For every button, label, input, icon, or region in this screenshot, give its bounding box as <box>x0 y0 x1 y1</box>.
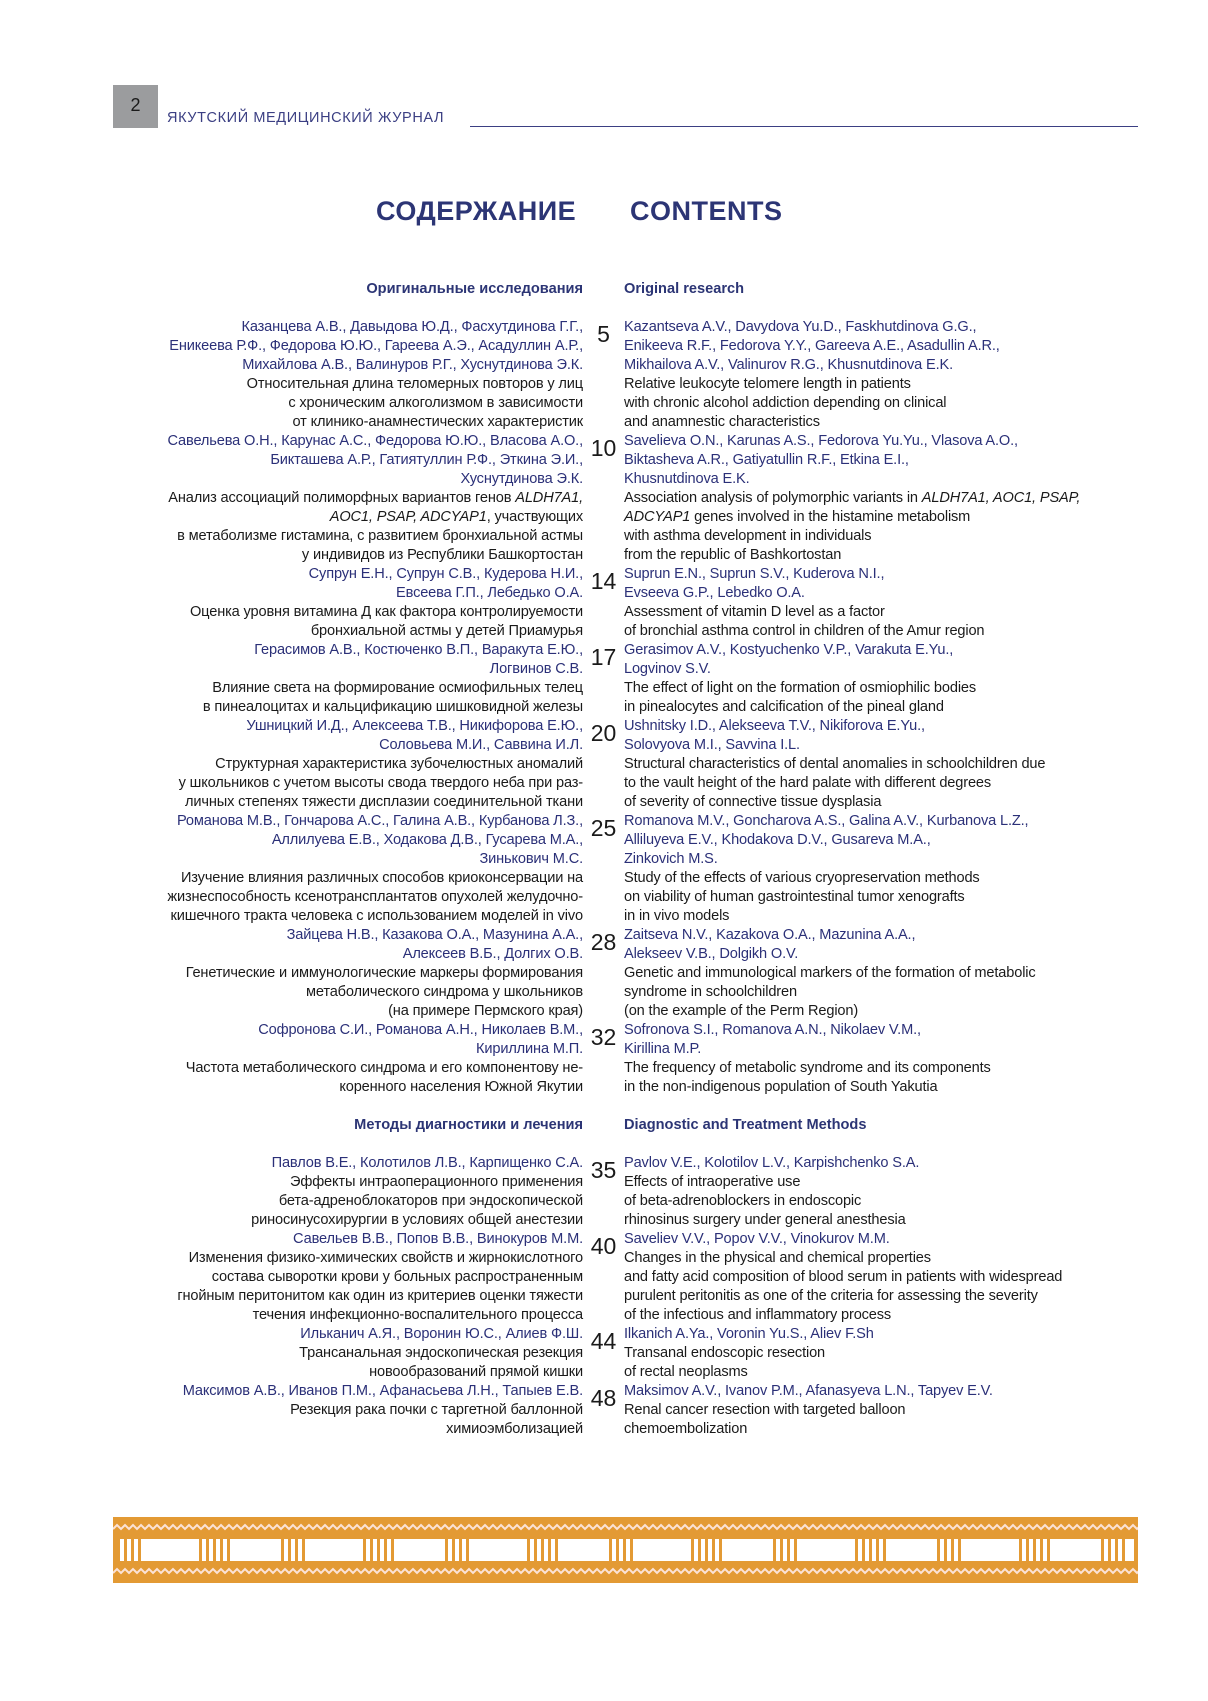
article-title-en[interactable]: The frequency of metabolic syndrome and its components <box>624 1060 991 1076</box>
author-line-ru[interactable]: Аллилуева Е.В., Ходакова Д.В., Гусарева М.А., <box>271 832 583 848</box>
entry-en <box>624 926 1153 1021</box>
article-title-ru[interactable]: Влияние света на формирование осмиофильных телец <box>212 680 583 696</box>
entry-ru <box>113 318 583 432</box>
ornament-bar <box>712 1539 715 1561</box>
ornament-bar <box>780 1539 783 1561</box>
article-title-en[interactable]: (on the example of the Perm Region) <box>624 1003 859 1019</box>
entry-en <box>624 565 1153 641</box>
entry-en <box>624 1021 1153 1097</box>
ornament-bar <box>452 1539 455 1561</box>
contents-title-en: CONTENTS <box>630 196 783 226</box>
ornament-bar <box>855 1539 858 1561</box>
toc-entry[interactable] <box>113 717 1153 812</box>
ornament-bar <box>787 1539 790 1561</box>
author-line-ru[interactable]: Алексеев В.Б., Долгих О.В. <box>402 946 583 962</box>
ornament-bar <box>459 1539 462 1561</box>
article-title-ru[interactable]: личных степенях тяжести дисплазии соединительной ткани <box>185 794 583 810</box>
article-title-ru[interactable]: риносинусохирургии в условиях общей анестезии <box>251 1212 583 1228</box>
ornament-bar <box>363 1539 366 1561</box>
ornament-bar <box>616 1539 619 1561</box>
author-line-en[interactable]: Romanova M.V., Goncharova A.S., Galina A.V., Kurbanova L.Z., <box>624 813 1029 829</box>
entry-ru <box>113 1382 583 1439</box>
article-title-en[interactable]: with asthma development in individuals <box>624 528 872 544</box>
ornament-bar <box>295 1539 298 1561</box>
article-title-en[interactable]: with chronic alcohol addiction depending on clinical <box>624 395 947 411</box>
article-title-en[interactable]: chemoembolization <box>624 1421 748 1437</box>
entry-page-number[interactable]: 40 <box>590 1233 617 1259</box>
article-title-en[interactable]: syndrome in schoolchildren <box>624 984 797 1000</box>
author-line-en[interactable]: Kirillina M.P. <box>624 1041 702 1057</box>
spacer <box>113 1097 1153 1116</box>
article-title-en[interactable]: Changes in the physical and chemical properties <box>624 1250 931 1266</box>
article-title-ru[interactable] <box>113 489 583 508</box>
entry-page-number[interactable]: 14 <box>590 568 617 594</box>
ornament-bar <box>1101 1539 1104 1561</box>
author-line-en[interactable]: Enikeeva R.F., Fedorova Y.Y., Gareeva A.E., Asadullin A.R., <box>624 338 1000 354</box>
ornament-bar <box>534 1539 537 1561</box>
entry-en <box>624 1382 1153 1439</box>
author-line-en[interactable]: Biktasheva A.R., Gatiyatullin R.F., Etkina E.I., <box>624 452 909 468</box>
entry-ru <box>113 1154 583 1230</box>
author-line-en[interactable]: Maksimov A.V., Ivanov P.M., Afanasyeva L.N., Tapyev E.V. <box>624 1383 993 1399</box>
article-title-ru[interactable]: Оценка уровня витамина Д как фактора контролируемости <box>189 604 583 620</box>
gene-name: ADCYAP1 <box>624 509 691 525</box>
article-title-ru[interactable]: Резекция рака почки с таргетной баллонной <box>290 1402 583 1418</box>
gutter <box>583 1116 624 1135</box>
section-heading-en: Original research <box>624 281 745 297</box>
entry-ru <box>113 1230 583 1325</box>
article-title-ru[interactable]: Генетические и иммунологические маркеры формирования <box>185 965 583 981</box>
ornament-bar <box>206 1539 209 1561</box>
article-title-en[interactable]: Structural characteristics of dental anomalies in schoolchildren due <box>624 756 1046 772</box>
section-heading-ru: Методы диагностики и лечения <box>354 1117 583 1133</box>
article-title-en[interactable]: from the republic of Bashkortostan <box>624 547 842 563</box>
article-title-ru[interactable]: Трансанальная эндоскопическая резекция <box>299 1345 583 1361</box>
author-line-ru[interactable]: Романова М.В., Гончарова А.С., Галина А.В., Курбанова Л.З., <box>176 813 583 829</box>
author-line-ru[interactable]: Ушницкий И.Д., Алексеева Т.В., Никифорова Е.Ю., <box>246 718 583 734</box>
ornament-bar <box>876 1539 879 1561</box>
article-title-en[interactable]: of rectal neoplasms <box>624 1364 748 1380</box>
entry-page-number[interactable]: 25 <box>590 815 617 841</box>
author-line-en[interactable]: Mikhailova A.V., Valinurov R.G., Khusnutdinova E.K. <box>624 357 953 373</box>
entry-page-number[interactable]: 32 <box>590 1024 617 1050</box>
ornament-bar <box>862 1539 865 1561</box>
author-line-ru[interactable]: Павлов В.Е., Колотилов Л.В., Карпищенко С.А. <box>271 1155 583 1171</box>
entry-ru <box>113 926 583 1021</box>
title-text: Association analysis of polymorphic variants in <box>624 490 922 506</box>
article-title-en[interactable]: Assessment of vitamin D level as a factor <box>624 604 885 620</box>
ornament-border <box>113 1517 1138 1583</box>
author-line-en[interactable]: Evseeva G.P., Lebedko O.A. <box>624 585 805 601</box>
author-line-en[interactable]: Alekseev V.B., Dolgikh O.V. <box>624 946 799 962</box>
article-title-en[interactable] <box>624 508 1153 527</box>
ornament-bar <box>213 1539 216 1561</box>
ornament-bar <box>220 1539 223 1561</box>
entry-ru <box>113 1021 583 1097</box>
page-number: 2 <box>113 85 158 128</box>
article-title-ru[interactable]: в метаболизме гистамина, с развитием бронхиальной астмы <box>177 528 583 544</box>
author-line-en[interactable]: Solovyova M.I., Savvina I.L. <box>624 737 800 753</box>
entry-page-number[interactable]: 20 <box>590 720 617 746</box>
entry-en <box>624 1230 1153 1325</box>
author-line-ru[interactable]: Ильканич А.Я., Воронин Ю.С., Алиев Ф.Ш. <box>300 1326 583 1342</box>
article-title-ru[interactable]: бета-адреноблокаторов при эндоскопической <box>278 1193 583 1209</box>
contents-title-ru: СОДЕРЖАНИЕ <box>376 196 577 226</box>
author-line-en[interactable]: Zinkovich M.S. <box>624 851 718 867</box>
author-line-ru[interactable]: Зинькович М.С. <box>479 851 583 867</box>
ornament-bar <box>691 1539 694 1561</box>
author-line-en[interactable]: Saveliev V.V., Popov V.V., Vinokurov M.M. <box>624 1231 890 1247</box>
ornament-bar <box>548 1539 551 1561</box>
article-title-en[interactable]: on viability of human gastrointestinal tumor xenografts <box>624 889 965 905</box>
author-line-ru[interactable]: Евсеева Г.П., Лебедько О.А. <box>396 585 583 601</box>
ornament-bar <box>227 1539 230 1561</box>
toc-entry[interactable] <box>113 812 1153 926</box>
author-line-ru[interactable]: Савельева О.Н., Карунас А.С., Федорова Ю.Ю., Власова А.О., <box>167 433 583 449</box>
section-heading-en: Diagnostic and Treatment Methods <box>624 1117 867 1133</box>
author-line-en[interactable]: Logvinov S.V. <box>624 661 711 677</box>
header-rule <box>470 126 1138 127</box>
author-line-en[interactable]: Gerasimov A.V., Kostyuchenko V.P., Varakuta E.Yu., <box>624 642 954 658</box>
ornament-bar <box>138 1539 141 1561</box>
entry-ru <box>113 1325 583 1382</box>
author-line-en[interactable]: Khusnutdinova E.K. <box>624 471 750 487</box>
section-heading-row <box>113 1116 1153 1135</box>
entry-ru <box>113 641 583 717</box>
article-title-en[interactable]: and anamnestic characteristics <box>624 414 820 430</box>
article-title-en[interactable]: and fatty acid composition of blood serum in patients with widespread <box>624 1269 1063 1285</box>
ornament-bar <box>377 1539 380 1561</box>
entry-page-number[interactable]: 48 <box>590 1385 617 1411</box>
article-title-ru[interactable]: (на примере Пермского края) <box>388 1003 583 1019</box>
ornament-bar <box>1122 1539 1125 1561</box>
title-text: genes involved in the histamine metabolism <box>690 509 971 525</box>
article-title-en[interactable]: in the non-indigenous population of South Yakutia <box>624 1079 938 1095</box>
author-line-ru[interactable]: Максимов А.В., Иванов П.М., Афанасьева Л.Н., Тапыев Е.В. <box>182 1383 583 1399</box>
author-line-ru[interactable]: Соловьева М.И., Саввина И.Л. <box>379 737 583 753</box>
ornament-bar <box>302 1539 305 1561</box>
entry-en <box>624 432 1153 565</box>
toc-entry[interactable] <box>113 318 1153 432</box>
entry-en <box>624 717 1153 812</box>
article-title-ru[interactable]: от клинико-анамнестических характеристик <box>292 414 583 430</box>
article-title-en[interactable]: Relative leukocyte telomere length in patients <box>624 376 911 392</box>
ornament-bar <box>1108 1539 1111 1561</box>
entry-page-number[interactable]: 28 <box>590 929 617 955</box>
author-line-en[interactable]: Ilkanich A.Ya., Voronin Yu.S., Aliev F.Sh <box>624 1326 874 1342</box>
author-line-ru[interactable]: Логвинов С.В. <box>489 661 583 677</box>
ornament-bar <box>883 1539 886 1561</box>
ornament-bar <box>384 1539 387 1561</box>
author-line-en[interactable]: Suprun E.N., Suprun S.V., Kuderova N.I., <box>624 566 885 582</box>
ornament-bar <box>117 1539 120 1561</box>
title-text: , участвующих <box>486 509 583 525</box>
ornament-bar <box>719 1539 722 1561</box>
article-title-ru[interactable]: Частота метаболического синдрома и его компонентову не- <box>185 1060 583 1076</box>
author-line-ru[interactable]: Зайцева Н.В., Казакова О.А., Мазунина А.А., <box>286 927 583 943</box>
gene-name: ALDH7A1, <box>515 490 583 506</box>
entry-page-number[interactable]: 17 <box>590 644 617 670</box>
toc-entry[interactable] <box>113 1230 1153 1325</box>
toc-entry[interactable] <box>113 1021 1153 1097</box>
article-title-ru[interactable]: коренного населения Южной Якутии <box>339 1079 583 1095</box>
toc-entry[interactable] <box>113 926 1153 1021</box>
article-title-en[interactable]: Genetic and immunological markers of the formation of metabolic <box>624 965 1036 981</box>
article-title-ru[interactable]: кишечного тракта человека с использованием моделей in vivo <box>170 908 583 924</box>
entry-page-number[interactable]: 10 <box>590 435 617 461</box>
article-title-ru[interactable]: состава сыворотки крови у больных распространенным <box>211 1269 583 1285</box>
article-title-ru[interactable]: Структурная характеристика зубочелюстных аномалий <box>215 756 583 772</box>
entry-page-number[interactable]: 5 <box>597 321 610 347</box>
author-line-ru[interactable]: Софронова С.И., Романова А.Н., Николаев В.М., <box>258 1022 583 1038</box>
ornament-bar <box>541 1539 544 1561</box>
author-line-ru[interactable]: Герасимов А.В., Костюченко В.П., Варакута Е.Ю., <box>254 642 583 658</box>
ornament-bar <box>958 1539 961 1561</box>
article-title-ru[interactable]: химиоэмболизацией <box>446 1421 583 1437</box>
entry-en <box>624 318 1153 432</box>
ornament-bar <box>555 1539 558 1561</box>
article-title-ru[interactable]: Относительная длина теломерных повторов у лиц <box>246 376 583 392</box>
author-line-ru[interactable]: Супрун Е.Н., Супрун С.В., Кудерова Н.И., <box>308 566 583 582</box>
author-line-en[interactable]: Alliluyeva E.V., Khodakova D.V., Gusareva M.A., <box>624 832 931 848</box>
ornament-bar <box>1047 1539 1050 1561</box>
article-title-ru[interactable] <box>113 508 583 527</box>
ornament-bar <box>124 1539 127 1561</box>
ornament-bar <box>1040 1539 1043 1561</box>
author-line-ru[interactable]: Савельев В.В., Попов В.В., Винокуров М.М. <box>293 1231 583 1247</box>
entry-ru <box>113 717 583 812</box>
article-title-en[interactable] <box>624 489 1153 508</box>
ornament-bar <box>794 1539 797 1561</box>
table-of-contents <box>113 280 1153 1439</box>
entry-ru <box>113 812 583 926</box>
section-heading-row <box>113 280 1153 299</box>
article-title-ru[interactable]: у индивидов из Республики Башкортостан <box>301 547 583 563</box>
ornament-bar <box>131 1539 134 1561</box>
section-heading-ru: Оригинальные исследования <box>366 281 583 297</box>
article-title-en[interactable]: Renal cancer resection with targeted balloon <box>624 1402 906 1418</box>
toc-entry[interactable] <box>113 432 1153 565</box>
article-title-en[interactable]: of severity of connective tissue dysplasia <box>624 794 882 810</box>
gene-name: ALDH7A1, AOC1, PSAP, <box>921 490 1081 506</box>
journal-title: ЯКУТСКИЙ МЕДИЦИНСКИЙ ЖУРНАЛ <box>167 110 445 126</box>
gene-name: AOC1, PSAP, ADCYAP1 <box>329 509 487 525</box>
ornament-bar <box>1019 1539 1022 1561</box>
ornament-bar <box>944 1539 947 1561</box>
author-line-en[interactable]: Zaitseva N.V., Kazakova O.A., Mazunina A.A., <box>624 927 916 943</box>
toc-entry[interactable] <box>113 1154 1153 1230</box>
author-line-en[interactable]: Pavlov V.E., Kolotilov L.V., Karpishchenko S.A. <box>624 1155 920 1171</box>
toc-entry[interactable] <box>113 641 1153 717</box>
author-line-en[interactable]: Kazantseva A.V., Davydova Yu.D., Faskhutdinova G.G., <box>624 319 977 335</box>
author-line-en[interactable]: Sofronova S.I., Romanova A.N., Nikolaev V.M., <box>624 1022 921 1038</box>
gutter <box>583 280 624 299</box>
ornament-bar <box>527 1539 530 1561</box>
entry-en <box>624 1325 1153 1382</box>
ornament-bar <box>1115 1539 1118 1561</box>
article-title-ru[interactable]: Изменения физико-химических свойств и жирнокислотного <box>188 1250 583 1266</box>
ornament-bar <box>869 1539 872 1561</box>
ornament-bar <box>937 1539 940 1561</box>
ornament-bar <box>445 1539 448 1561</box>
author-line-en[interactable]: Savelieva O.N., Karunas A.S., Fedorova Yu.Yu., Vlasova A.O., <box>624 433 1018 449</box>
article-title-ru[interactable]: метаболического синдрома у школьников <box>305 984 583 1000</box>
article-title-en[interactable]: in pinealocytes and calcification of the pineal gland <box>624 699 944 715</box>
entry-en <box>624 1154 1153 1230</box>
entry-page-number[interactable]: 35 <box>590 1157 617 1183</box>
entry-en <box>624 641 1153 717</box>
ornament-bar <box>281 1539 284 1561</box>
article-title-ru[interactable]: течения инфекционно-воспалительного процесса <box>252 1307 583 1323</box>
author-line-ru[interactable]: Бикташева А.Р., Гатиятуллин Р.Ф., Эткина Э.И., <box>270 452 583 468</box>
entry-en <box>624 812 1153 926</box>
article-title-en[interactable]: Effects of intraoperative use <box>624 1174 801 1190</box>
article-title-en[interactable]: Study of the effects of various cryopreservation methods <box>624 870 980 886</box>
article-title-ru[interactable]: у школьников с учетом высоты свода твердого неба при раз- <box>178 775 583 791</box>
article-title-en[interactable]: of the infectious and inflammatory process <box>624 1307 892 1323</box>
author-line-ru[interactable]: Казанцева А.В., Давыдова Ю.Д., Фасхутдинова Г.Г., <box>241 319 583 335</box>
ornament-bar <box>370 1539 373 1561</box>
spacer <box>113 299 1153 318</box>
ornament-bar <box>951 1539 954 1561</box>
author-line-ru[interactable]: Хуснутдинова Э.К. <box>460 471 583 487</box>
article-title-en[interactable]: to the vault height of the hard palate with different degrees <box>624 775 992 791</box>
article-title-en[interactable]: Transanal endoscopic resection <box>624 1345 826 1361</box>
entry-page-number[interactable]: 44 <box>590 1328 617 1354</box>
ornament-bar <box>773 1539 776 1561</box>
toc-entry[interactable] <box>113 565 1153 641</box>
spacer <box>113 1135 1153 1154</box>
ornament-bar <box>1033 1539 1036 1561</box>
entry-ru <box>113 432 583 565</box>
article-title-ru[interactable]: жизнеспособность ксенотрансплантатов опухолей желудочно- <box>167 889 583 905</box>
article-title-ru[interactable]: бронхиальной астмы у детей Приамурья <box>310 623 583 639</box>
article-title-ru[interactable]: новообразований прямой кишки <box>369 1364 583 1380</box>
article-title-en[interactable]: in in vivo models <box>624 908 730 924</box>
article-title-en[interactable]: rhinosinus surgery under general anesthesia <box>624 1212 906 1228</box>
article-title-en[interactable]: purulent peritonitis as one of the criteria for assessing the severity <box>624 1288 1038 1304</box>
ornament-bar <box>698 1539 701 1561</box>
ornament-bar <box>391 1539 394 1561</box>
article-title-en[interactable]: of beta-adrenoblockers in endoscopic <box>624 1193 862 1209</box>
article-title-ru[interactable]: с хроническим алкоголизмом в зависимости <box>288 395 583 411</box>
toc-entry[interactable] <box>113 1325 1153 1382</box>
article-title-ru[interactable]: Эффекты интраоперационного применения <box>290 1174 583 1190</box>
article-title-ru[interactable]: гнойным перитонитом как один из критериев оценки тяжести <box>177 1288 583 1304</box>
entry-ru <box>113 565 583 641</box>
author-line-ru[interactable]: Михайлова А.В., Валинуров Р.Г., Хуснутдинова Э.К. <box>242 357 583 373</box>
ornament-bar <box>288 1539 291 1561</box>
article-title-en[interactable]: The effect of light on the formation of osmiophilic bodies <box>624 680 977 696</box>
article-title-ru[interactable]: в пинеалоцитах и кальцификацию шишковидной железы <box>202 699 583 715</box>
article-title-en[interactable]: of bronchial asthma control in children of the Amur region <box>624 623 985 639</box>
author-line-ru[interactable]: Еникеева Р.Ф., Федорова Ю.Ю., Гареева А.Э., Асадуллин А.Р., <box>169 338 583 354</box>
article-title-ru[interactable]: Изучение влияния различных способов криоконсервации на <box>180 870 583 886</box>
title-text: Анализ ассоциаций полиморфных вариантов генов <box>168 490 516 506</box>
ornament-bar <box>609 1539 612 1561</box>
author-line-ru[interactable]: Кириллина М.П. <box>476 1041 583 1057</box>
ornament-bar <box>1026 1539 1029 1561</box>
ornament-bar <box>199 1539 202 1561</box>
ornament-bar <box>466 1539 469 1561</box>
ornament-bar <box>623 1539 626 1561</box>
toc-entry[interactable] <box>113 1382 1153 1439</box>
ornament-bar <box>705 1539 708 1561</box>
ornament-bar <box>630 1539 633 1561</box>
author-line-en[interactable]: Ushnitsky I.D., Alekseeva T.V., Nikiforova E.Yu., <box>624 718 925 734</box>
